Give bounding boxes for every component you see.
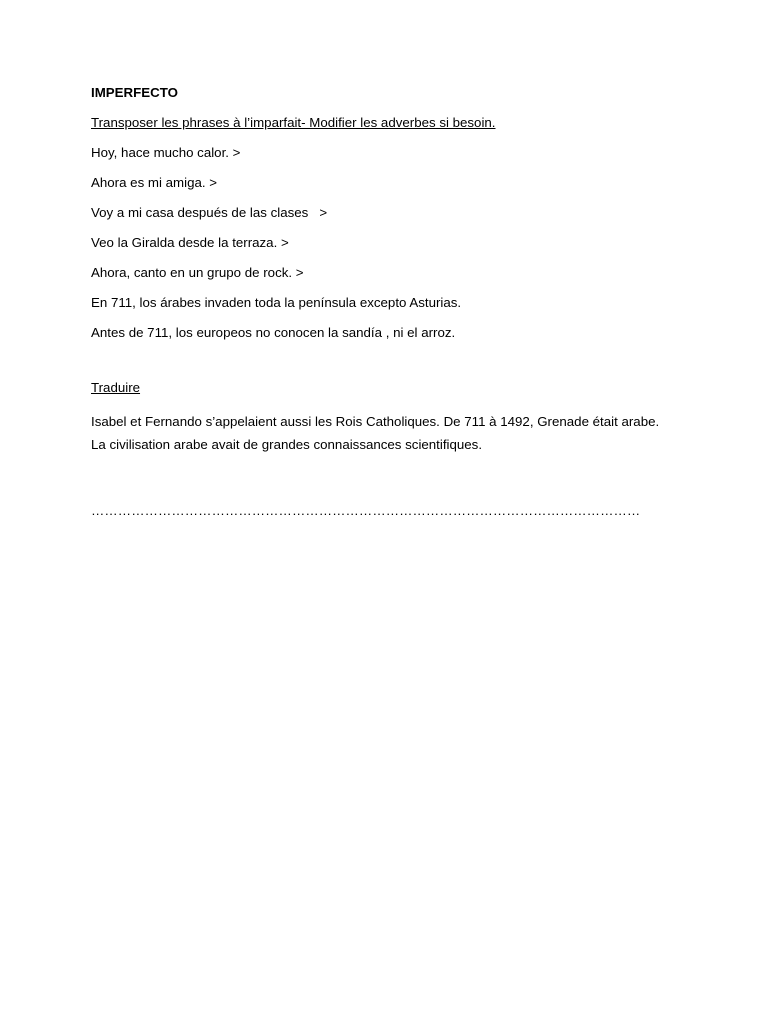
sentence-list — [91, 145, 691, 341]
sentence-item: Ahora es mi amiga. > — [91, 175, 218, 190]
sentence-item: En 711, los árabes invaden toda la península excepto Asturias. — [91, 295, 462, 310]
sentence-item: Ahora, canto en un grupo de rock. > — [91, 265, 304, 280]
document-page — [91, 85, 691, 519]
translate-heading: Traduire — [91, 380, 141, 395]
sentence-item: Veo la Giralda desde la terraza. > — [91, 235, 289, 250]
sentence-item: Antes de 711, los europeos no conocen la sandía , ni el arroz. — [91, 325, 456, 340]
answer-line: …………………………………………………………………………………………………………… — [91, 503, 641, 518]
sentence-item: Voy a mi casa después de las clases > — [91, 205, 328, 220]
exercise-instruction: Transposer les phrases à l’imparfait- Modifier les adverbes si besoin. — [91, 115, 496, 130]
translate-paragraph: Isabel et Fernando s’appelaient aussi les Rois Catholiques. De 711 à 1492, Grenade était arabe. La civilisation arabe avait de grandes connaissances scientifiques. — [91, 414, 660, 452]
sentence-item: Hoy, hace mucho calor. > — [91, 145, 241, 160]
document-title: IMPERFECTO — [91, 85, 178, 100]
